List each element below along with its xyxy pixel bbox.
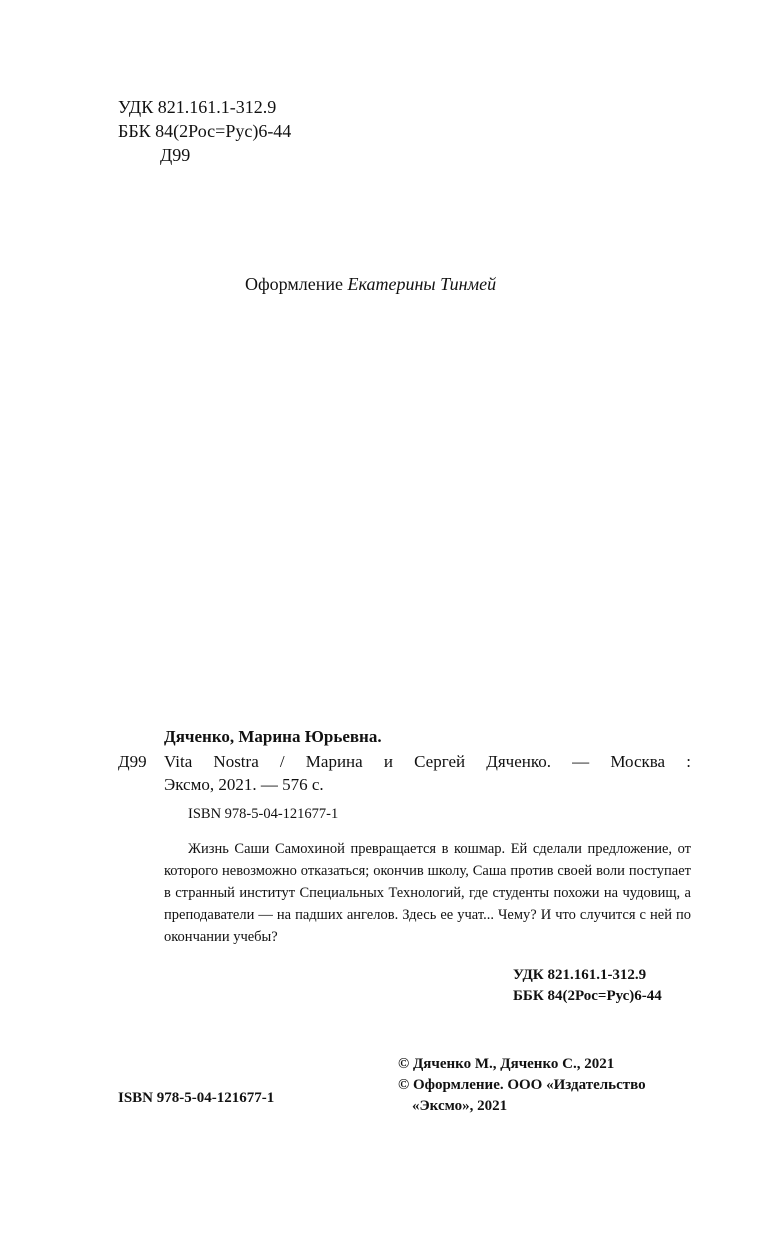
- record-publisher-line: Эксмо, 2021. — 576 с.: [164, 775, 324, 794]
- copyright-design-line1: © Оформление. ООО «Издательство: [398, 1077, 646, 1093]
- record-author-mark: Д99: [118, 752, 147, 771]
- copyright-design-line2: «Эксмо», 2021: [412, 1098, 508, 1114]
- footer-isbn: ISBN 978-5-04-121677-1: [118, 1090, 275, 1106]
- footer-bbk: ББК 84(2Рос=Рус)6-44: [513, 988, 662, 1004]
- footer-udk: УДК 821.161.1-312.9: [513, 967, 647, 983]
- record-title-line: Vita Nostra / Марина и Сергей Дяченко. — Москва :: [164, 752, 691, 771]
- bbk-code: ББК 84(2Рос=Рус)6-44: [118, 121, 292, 141]
- author-heading: Дяченко, Марина Юрьевна.: [164, 727, 382, 746]
- record-isbn: ISBN 978-5-04-121677-1: [188, 806, 339, 822]
- copyright-authors: © Дяченко М., Дяченко С., 2021: [398, 1056, 615, 1072]
- annotation-text: Жизнь Саши Самохиной превращается в кошмар. Ей сделали предложение, от которого невозможно отказаться; окончив школу, Саша против своей воли поступает в странный институт Специальных Технологий, где студенты похожи на чудовищ, а преподаватели — на падших ангелов. Здесь ее учат... Чему? И что случится с ней по окончании учебы?: [164, 841, 691, 945]
- design-credit-designer: Екатерины Тинмей: [347, 274, 497, 294]
- design-credit: [245, 274, 496, 295]
- design-credit-label: Оформление: [245, 274, 344, 294]
- author-mark: Д99: [160, 145, 191, 165]
- udk-code: УДК 821.161.1-312.9: [118, 97, 277, 117]
